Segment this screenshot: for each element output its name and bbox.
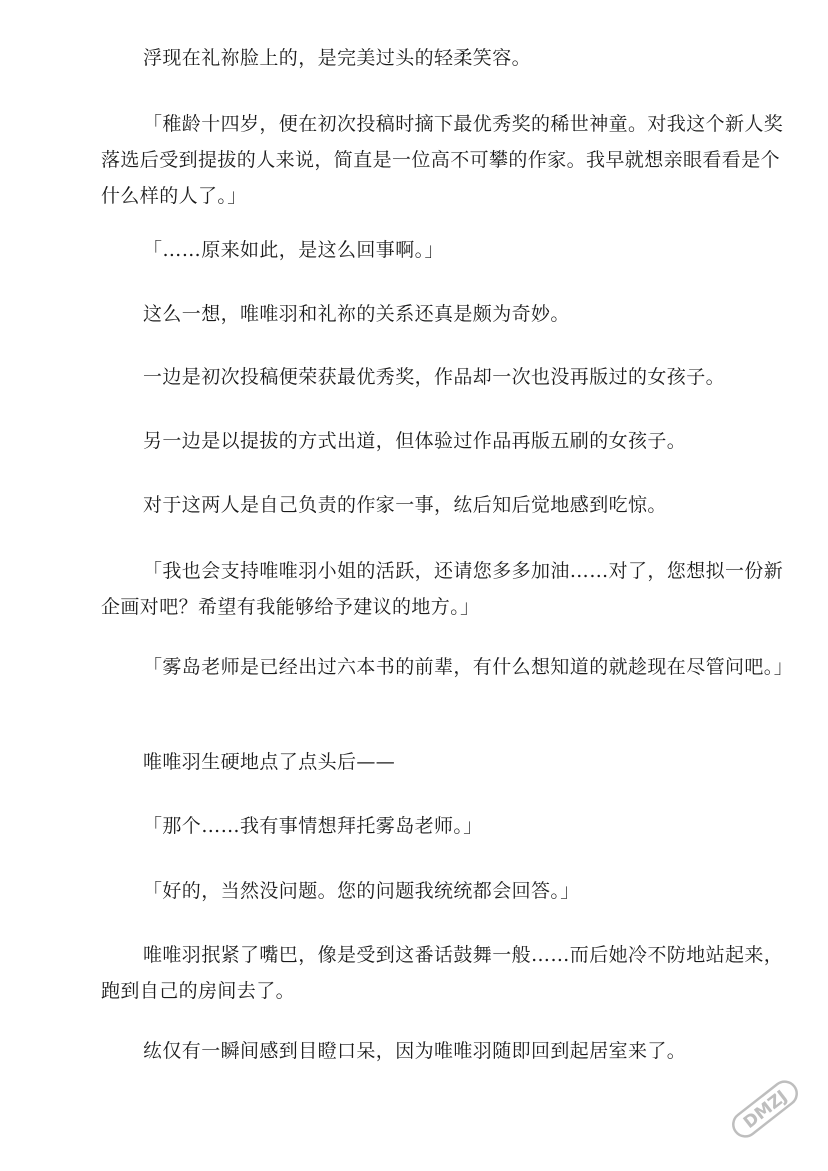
paragraph-8: 「我也会支持唯唯羽小姐的活跃，还请您多多加油……对了，您想拟一份新企画对吧？希望有我能够给予建议的地方。」	[101, 560, 784, 618]
paragraph-4: 这么一想，唯唯羽和礼祢的关系还真是颇为奇妙。	[143, 303, 570, 325]
watermark-logo-icon	[720, 1069, 810, 1149]
paragraph-7: 对于这两人是自己负责的作家一事，纮后知后觉地感到吃惊。	[143, 494, 667, 516]
paragraph-5: 一边是初次投稿便荣获最优秀奖，作品却一次也没再版过的女孩子。	[143, 366, 726, 388]
paragraph-2: 「稚龄十四岁，便在初次投稿时摘下最优秀奖的稀世神童。对我这个新人奖落选后受到提拔的人来说，简直是一位高不可攀的作家。我早就想亲眼看看是个什么样的人了。」	[101, 113, 784, 207]
paragraph-3: 「……原来如此，是这么回事啊。」	[143, 239, 444, 261]
paragraph-11: 「那个……我有事情想拜托雾岛老师。」	[143, 815, 483, 837]
paragraph-10: 唯唯羽生硬地点了点头后——	[143, 751, 396, 773]
svg-text:DMZJ: DMZJ	[739, 1086, 792, 1133]
paragraph-14: 纮仅有一瞬间感到目瞪口呆，因为唯唯羽随即回到起居室来了。	[143, 1040, 687, 1062]
paragraph-9: 「雾岛老师是已经出过六本书的前辈，有什么想知道的就趁现在尽管问吧。」	[143, 656, 794, 678]
paragraph-12: 「好的，当然没问题。您的问题我统统都会回答。」	[143, 880, 580, 902]
paragraph-6: 另一边是以提拔的方式出道，但体验过作品再版五刷的女孩子。	[143, 430, 687, 452]
paragraph-13: 唯唯羽抿紧了嘴巴，像是受到这番话鼓舞一般……而后她冷不防地站起来，跑到自己的房间去了。	[101, 944, 784, 1002]
paragraph-1: 浮现在礼祢脸上的，是完美过头的轻柔笑容。	[143, 47, 532, 69]
